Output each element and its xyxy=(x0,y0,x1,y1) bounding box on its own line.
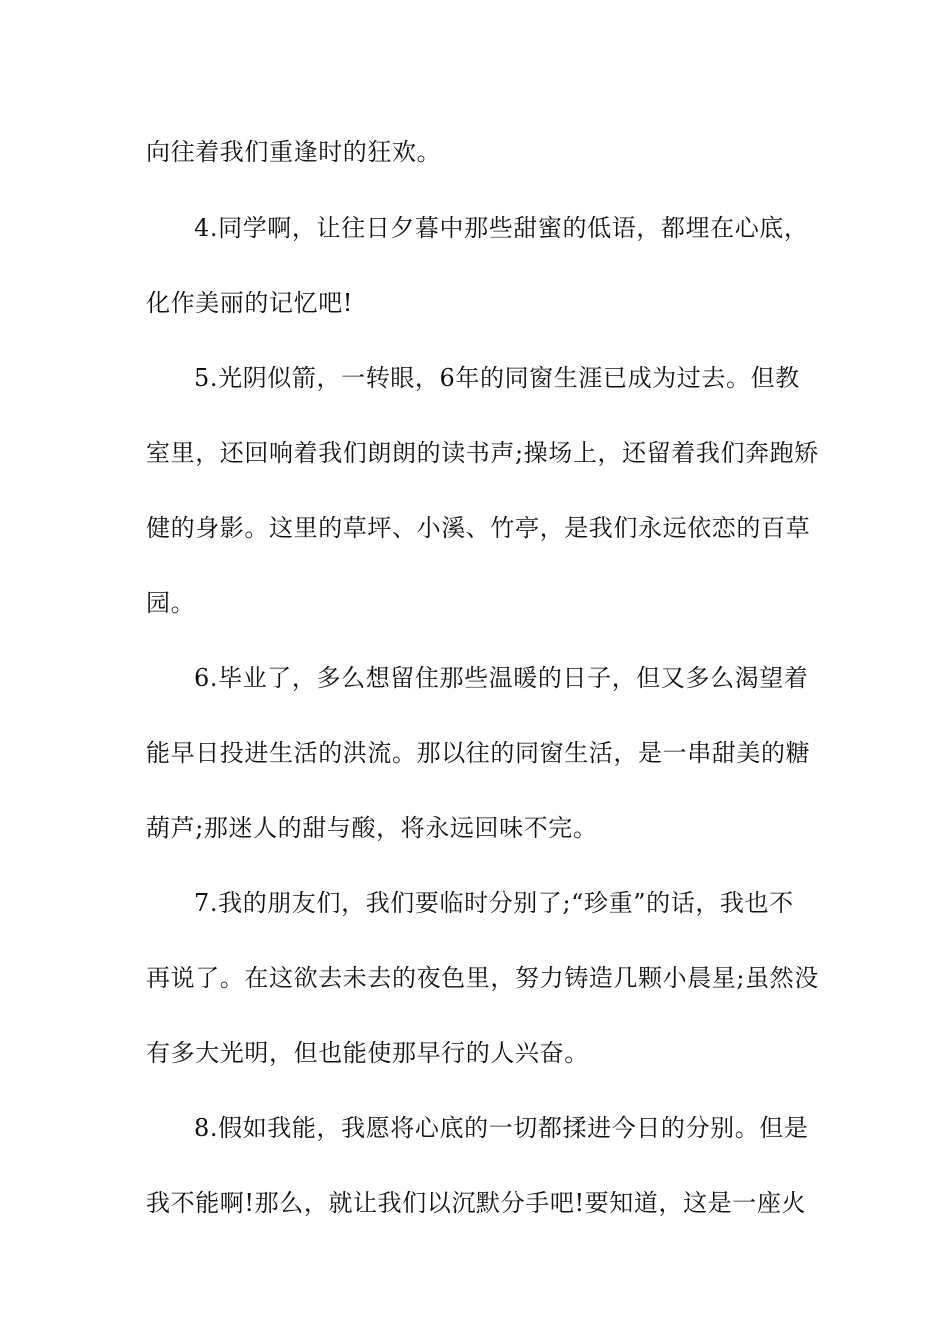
text-line: 我不能啊!那么，就让我们以沉默分手吧!要知道，这是一座火 xyxy=(146,1189,807,1217)
paragraph-5-line-1: 5.光阴似箭，一转眼，6年的同窗生涯已成为过去。但教 xyxy=(194,364,800,392)
text-line: 能早日投进生活的洪流。那以往的同窗生活，是一串甜美的糖 xyxy=(146,739,811,767)
text-line: 再说了。在这欲去未去的夜色里，努力铸造几颗小晨星;虽然没 xyxy=(146,964,819,992)
text-line: 葫芦;那迷人的甜与酸，将永远回味不完。 xyxy=(146,814,598,842)
text-line: 健的身影。这里的草坪、小溪、竹亭，是我们永远依恋的百草 xyxy=(146,514,811,542)
text-line: 有多大光明，但也能使那早行的人兴奋。 xyxy=(146,1039,589,1067)
text-line: 化作美丽的记忆吧! xyxy=(146,289,354,317)
text-line: 室里，还回响着我们朗朗的读书声;操场上，还留着我们奔跑矫 xyxy=(146,439,819,467)
text-line: 园。 xyxy=(146,589,196,617)
text-line: 向往着我们重逢时的狂欢。 xyxy=(146,138,442,166)
paragraph-7-line-1: 7.我的朋友们，我们要临时分别了;“珍重”的话，我也不 xyxy=(194,889,794,917)
paragraph-4-line-1: 4.同学啊，让往日夕暮中那些甜蜜的低语，都埋在心底， xyxy=(194,214,809,242)
paragraph-6-line-1: 6.毕业了，多么想留住那些温暖的日子，但又多么渴望着 xyxy=(194,664,809,692)
paragraph-8-line-1: 8.假如我能，我愿将心底的一切都揉进今日的分别。但是 xyxy=(194,1114,809,1142)
